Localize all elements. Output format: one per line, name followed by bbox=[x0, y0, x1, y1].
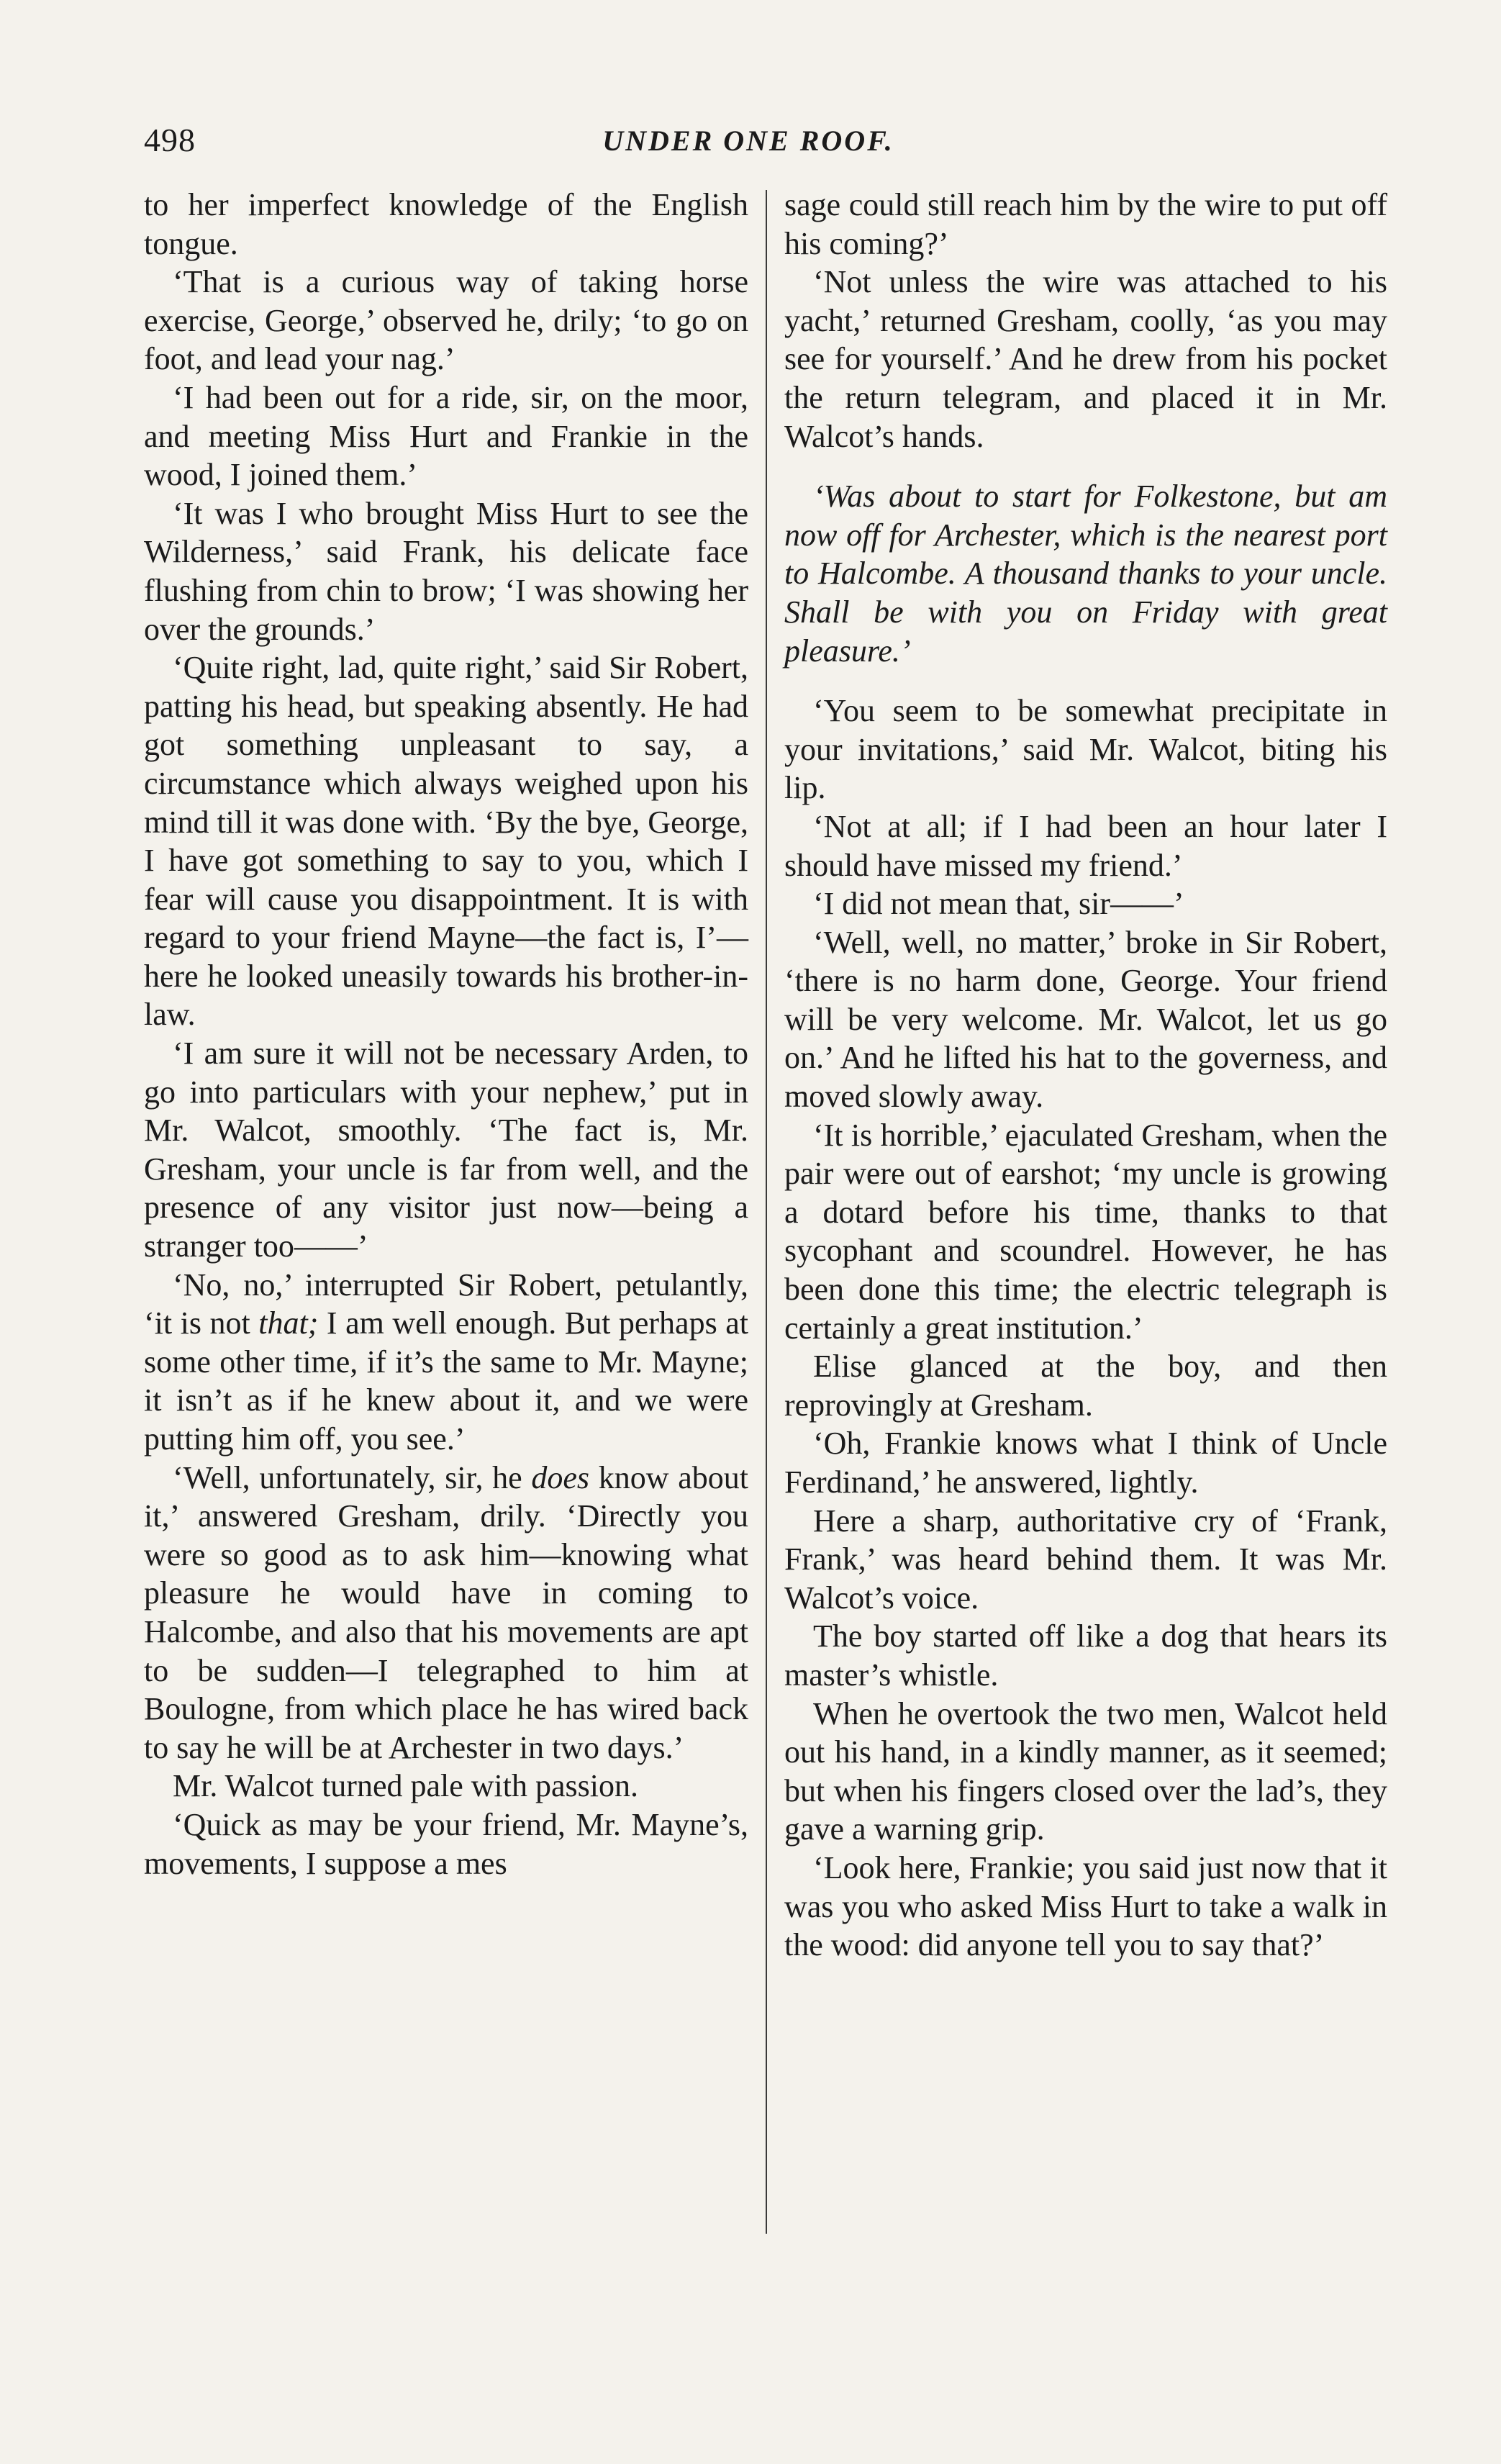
paragraph: ‘That is a curious way of taking horse exercise, George,’ observed he, drily; ‘to go on foot, and lead your nag.’ bbox=[144, 264, 748, 377]
paragraph: ‘Oh, Frankie knows what I think of Uncle Ferdinand,’ he answered, lightly. bbox=[784, 1426, 1387, 1500]
left-column bbox=[144, 186, 748, 1883]
paragraph: ‘Quick as may be your friend, Mr. Mayne’s, movements, I suppose a mes bbox=[144, 1806, 748, 1881]
paragraph bbox=[144, 1266, 748, 1459]
paragraph: Here a sharp, authoritative cry of ‘Frank, Frank,’ was heard behind them. It was Mr. Walcot’s voice. bbox=[784, 1503, 1387, 1616]
paragraph: to her imperfect knowledge of the English tongue. bbox=[144, 187, 748, 261]
paragraph: ‘I am sure it will not be necessary Arden, to go into particulars with your nephew,’ put in Mr. Walcot, smoothly. ‘The fact is, Mr. Gresham, your uncle is far from well, and the presence of any visitor just now—being a stranger too——’ bbox=[144, 1036, 748, 1264]
paragraph: ‘Well, well, no matter,’ broke in Sir Robert, ‘there is no harm done, George. Your friend will be very welcome. Mr. Walcot, let us go on.’ And he lifted his hat to the governess, and moved slowly away. bbox=[784, 924, 1387, 1115]
text-run: ‘No, no,’ interrupted Sir Robert, petulantly, ‘it is not bbox=[144, 1267, 748, 1341]
page-number: 498 bbox=[144, 122, 196, 158]
paragraph: Mr. Walcot turned pale with passion. bbox=[173, 1768, 638, 1804]
paragraph: ‘Not unless the wire was attached to his yacht,’ returned Gresham, coolly, ‘as you may see for yourself.’ And he drew from his pocket the return telegram, and placed it in Mr. Walcot’s hands. bbox=[784, 264, 1387, 454]
running-title: UNDER ONE ROOF. bbox=[602, 124, 894, 157]
text-run: I am well enough. But perhaps at some other time, if it’s the same to Mr. Mayne; it isn’t as if he knew about it, and we were putting him off, you see.’ bbox=[144, 1305, 748, 1457]
paragraph: ‘I had been out for a ride, sir, on the moor, and meeting Miss Hurt and Frankie in the wood, I joined them.’ bbox=[144, 379, 748, 493]
paragraph: sage could still reach him by the wire to put off his coming?’ bbox=[784, 187, 1387, 261]
column-divider bbox=[766, 190, 767, 2234]
page-header bbox=[144, 121, 1353, 171]
emphasis: does bbox=[531, 1459, 590, 1495]
paragraph: When he overtook the two men, Walcot held out his hand, in a kindly manner, as it seemed; but when his fingers closed over the lad’s, they gave a warning grip. bbox=[784, 1695, 1387, 1847]
text-run: ‘Well, unfortunately, sir, he bbox=[173, 1459, 532, 1495]
telegram-quote: ‘Was about to start for Folkestone, but am now off for Archester, which is the nearest port to Halcombe. A thousand thanks to your uncle. Shall be with you on Friday with great pleasure.’ bbox=[784, 479, 1387, 669]
paragraph: ‘Quite right, lad, quite right,’ said Sir Robert, patting his head, but speaking absently. He had got something unpleasant to say, a circumstance which always weighed upon his mind till it was done with. ‘By the bye, George, I have got something to say to you, which I fear will cause you disappointment. It is with regard to your friend Mayne—the fact is, I’—here he looked uneasily towards his brother-in-law. bbox=[144, 650, 748, 1033]
paragraph: Elise glanced at the boy, and then reprovingly at Gresham. bbox=[784, 1349, 1387, 1423]
paragraph: ‘You seem to be somewhat precipitate in your invitations,’ said Mr. Walcot, biting his lip. bbox=[784, 693, 1387, 806]
text-run: know about it,’ answered Gresham, drily. ‘Directly you were so good as to ask him—knowing what pleasure he would have in coming to Halcombe, and also that his movements are apt to be sudden—I telegraphed to him at Boulogne, from which place he has wired back to say he will be at Archester in two days.’ bbox=[144, 1459, 748, 1765]
paragraph: ‘Look here, Frankie; you said just now that it was you who asked Miss Hurt to take a walk in the wood: did anyone tell you to say that?’ bbox=[784, 1849, 1387, 1963]
paragraph: The boy started off like a dog that hears its master’s whistle. bbox=[784, 1618, 1387, 1693]
paragraph: ‘It is horrible,’ ejaculated Gresham, when the pair were out of earshot; ‘my uncle is growing a dotard before his time, thanks to that sycophant and scoundrel. However, he has been done this time; the electric telegraph is certainly a great institution.’ bbox=[784, 1117, 1387, 1346]
paragraph bbox=[144, 1459, 748, 1767]
paragraph: ‘It was I who brought Miss Hurt to see the Wilderness,’ said Frank, his delicate face flushing from chin to brow; ‘I was showing her over the grounds.’ bbox=[144, 495, 748, 647]
right-column bbox=[784, 186, 1387, 1965]
emphasis: that; bbox=[258, 1305, 319, 1341]
paragraph: ‘I did not mean that, sir——’ bbox=[813, 886, 1184, 922]
paragraph: ‘Not at all; if I had been an hour later I should have missed my friend.’ bbox=[784, 808, 1387, 883]
